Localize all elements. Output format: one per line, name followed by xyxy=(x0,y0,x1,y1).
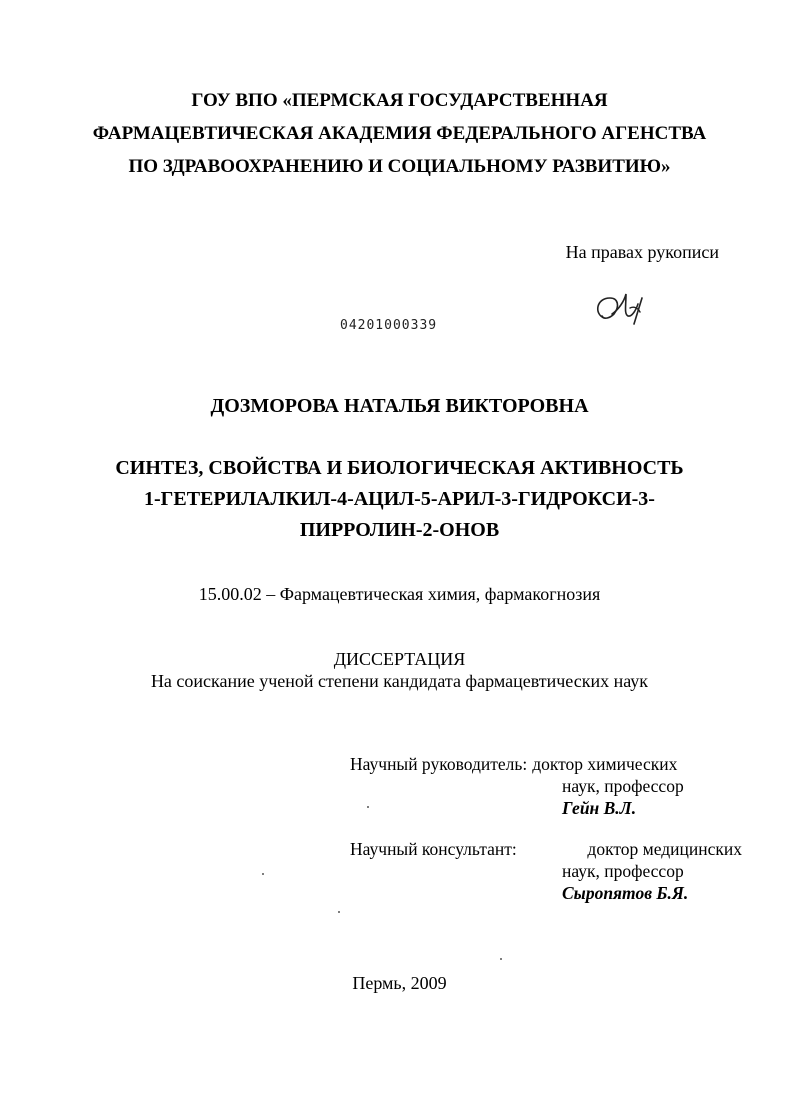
consultant-block xyxy=(350,838,750,904)
supervisor-degree-cont: наук, профессор xyxy=(562,776,684,796)
scan-speck xyxy=(500,958,502,960)
title-line: ПИРРОЛИН-2-ОНОВ xyxy=(299,519,500,541)
handwritten-signature xyxy=(590,284,660,334)
city-year: Пермь, 2009 xyxy=(352,973,447,993)
scan-speck xyxy=(262,873,264,875)
dissertation-heading: ДИССЕРТАЦИЯ xyxy=(333,649,466,669)
institution-line: ФАРМАЦЕВТИЧЕСКАЯ АКАДЕМИЯ ФЕДЕРАЛЬНОГО АГЕНСТВА xyxy=(92,123,707,144)
institution-line: ГОУ ВПО «ПЕРМСКАЯ ГОСУДАРСТВЕННАЯ xyxy=(191,90,608,111)
consultant-row xyxy=(350,838,742,860)
consultant-degree: доктор медицинских xyxy=(587,839,742,859)
supervisor-block xyxy=(350,753,750,819)
institution-name xyxy=(0,84,799,183)
dissertation-title xyxy=(0,453,799,546)
registration-number: 04201000339 xyxy=(340,318,438,333)
consultant-role: Научный консультант: xyxy=(350,839,517,859)
title-line: 1-ГЕТЕРИЛАЛКИЛ-4-АЦИЛ-5-АРИЛ-3-ГИДРОКСИ-3- xyxy=(144,488,655,510)
rights-note: На правах рукописи xyxy=(565,242,719,262)
supervisor-name: Гейн В.Л. xyxy=(562,798,637,818)
scan-speck xyxy=(367,806,369,808)
supervisor-row xyxy=(350,753,742,775)
supervisor-role: Научный руководитель: xyxy=(350,754,528,774)
institution-line: ПО ЗДРАВООХРАНЕНИЮ И СОЦИАЛЬНОМУ РАЗВИТИЮ» xyxy=(128,156,671,177)
scan-speck xyxy=(338,911,340,913)
specialty: 15.00.02 – Фармацевтическая химия, фармакогнозия xyxy=(198,584,601,604)
author-name: ДОЗМОРОВА НАТАЛЬЯ ВИКТОРОВНА xyxy=(210,395,589,417)
supervisor-degree: доктор химических xyxy=(532,754,678,774)
dissertation-block xyxy=(0,648,799,692)
consultant-degree-cont: наук, профессор xyxy=(562,861,684,881)
consultant-name: Сыропятов Б.Я. xyxy=(562,883,689,903)
title-line: СИНТЕЗ, СВОЙСТВА И БИОЛОГИЧЕСКАЯ АКТИВНОСТЬ xyxy=(115,457,684,479)
dissertation-purpose: На соискание ученой степени кандидата фармацевтических наук xyxy=(150,671,649,691)
